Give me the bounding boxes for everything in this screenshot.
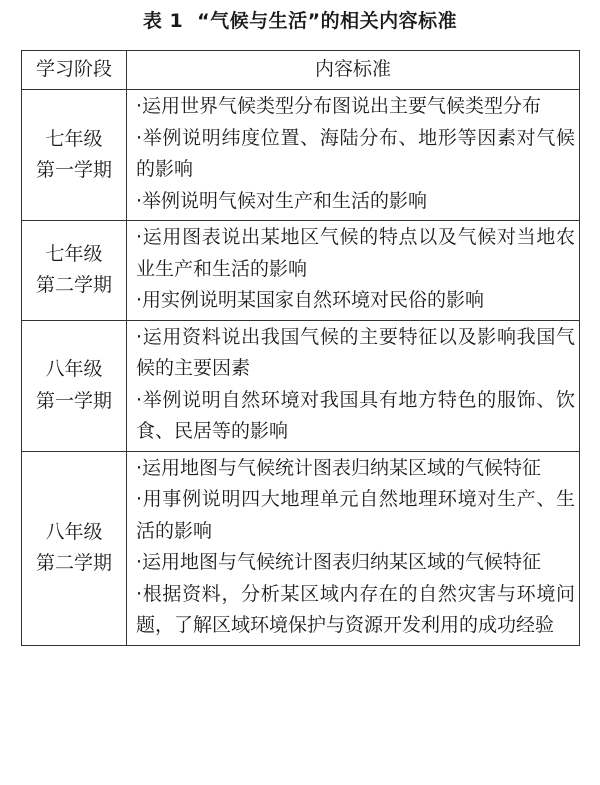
standard-item: ·运用地图与气候统计图表归纳某区域的气候特征 (136, 551, 542, 573)
header-row (22, 51, 580, 90)
term-label: 第二学期 (35, 552, 112, 574)
grade-label: 七年级 (45, 127, 103, 150)
table-row (22, 221, 580, 321)
stage-cell (22, 320, 127, 451)
header-stage: 学习阶段 (22, 51, 127, 90)
content-standards-table (21, 50, 580, 646)
grade-label: 八年级 (45, 358, 103, 380)
term-label: 第一学期 (35, 159, 112, 181)
standard-item: ·运用资料说出我国气候的主要特征以及影响我国气候的主要因素 (136, 325, 575, 379)
table-caption (0, 8, 600, 34)
term-label: 第一学期 (35, 389, 112, 412)
grade-label: 七年级 (45, 242, 103, 265)
header-standards: 内容标准 (127, 51, 580, 90)
standard-item: ·用实例说明某国家自然环境对民俗的影响 (136, 289, 485, 311)
term-label: 第二学期 (35, 274, 112, 297)
stage-cell (22, 90, 127, 221)
standard-item: ·举例说明纬度位置、海陆分布、地形等因素对气候的影响 (136, 126, 575, 180)
standard-item: ·用事例说明四大地理单元自然地理环境对生产、生活的影响 (136, 488, 575, 542)
caption-title: “气候与生活”的相关内容标准 (197, 10, 458, 32)
grade-label: 八年级 (45, 520, 103, 543)
table-row (22, 451, 580, 645)
standards-cell (127, 451, 580, 645)
standard-item: ·根据资料，分析某区域内存在的自然灾害与环境问题，了解区域环境保护与资源开发利用的成功经验 (136, 582, 575, 636)
table-row (22, 90, 580, 221)
standards-cell (127, 90, 580, 221)
stage-cell (22, 221, 127, 321)
standards-cell (127, 320, 580, 451)
caption-label: 表 1 (142, 10, 184, 32)
table-row (22, 320, 580, 451)
standard-item: ·运用图表说出某地区气候的特点以及气候对当地农业生产和生活的影响 (136, 226, 575, 280)
standards-cell (127, 221, 580, 321)
standard-item: ·运用地图与气候统计图表归纳某区域的气候特征 (136, 456, 542, 479)
standard-item: ·举例说明自然环境对我国具有地方特色的服饰、饮食、民居等的影响 (136, 388, 575, 442)
stage-cell (22, 451, 127, 645)
standard-item: ·举例说明气候对生产和生活的影响 (136, 189, 428, 212)
standard-item: ·运用世界气候类型分布图说出主要气候类型分布 (136, 95, 542, 117)
